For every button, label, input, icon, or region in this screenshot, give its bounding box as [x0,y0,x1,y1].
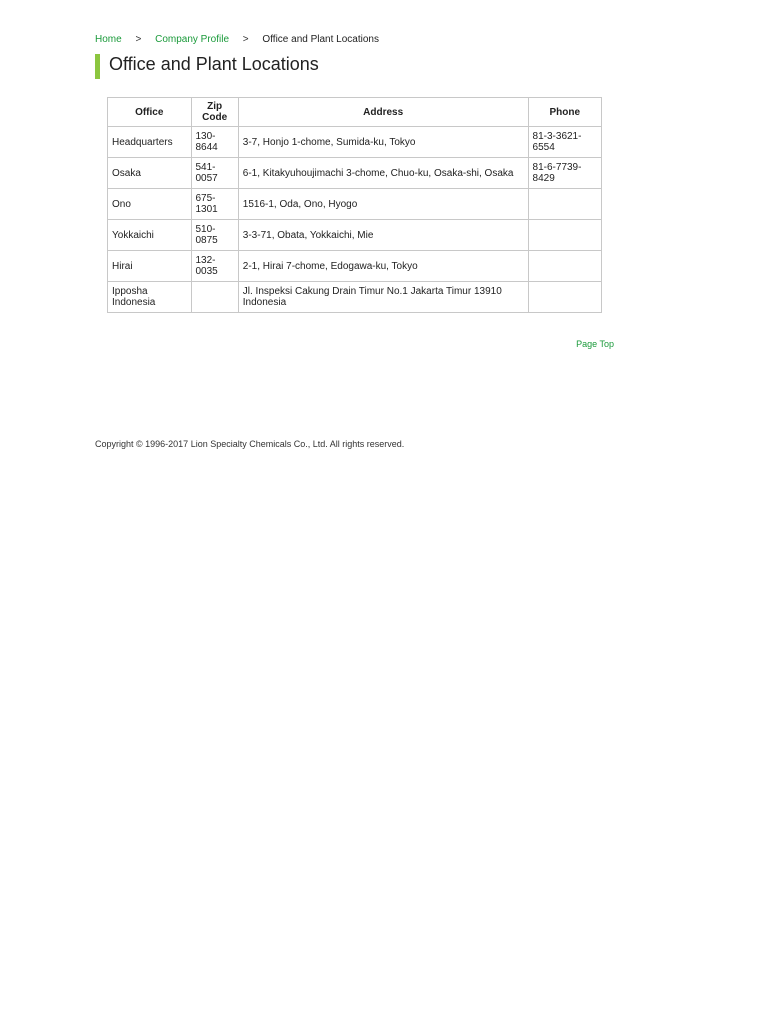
cell-phone: 81-3-3621-6554 [528,127,601,158]
breadcrumb [95,33,379,47]
cell-office: Osaka [108,158,192,189]
table-row [108,189,602,220]
copyright-text: Copyright © 1996-2017 Lion Specialty Chemicals Co., Ltd. All rights reserved. [95,439,405,449]
cell-zip-code: 130-8644 [191,127,238,158]
cell-phone [528,220,601,251]
breadcrumb-home-link[interactable]: Home [95,34,122,45]
breadcrumb-company-profile-link[interactable]: Company Profile [155,34,230,45]
cell-zip-code: 541-0057 [191,158,238,189]
table-row [108,127,602,158]
table-row [108,282,602,313]
locations-table [107,97,602,313]
page-title-block [95,54,319,79]
table-row [108,251,602,282]
header-phone: Phone [528,98,601,127]
cell-zip-code: 675-1301 [191,189,238,220]
cell-phone: 81-6-7739-8429 [528,158,601,189]
breadcrumb-separator: > [135,34,142,45]
cell-address: Jl. Inspeksi Cakung Drain Timur No.1 Jakarta Timur 13910 Indonesia [238,282,528,313]
cell-address: 3-7, Honjo 1-chome, Sumida-ku, Tokyo [238,127,528,158]
table-row [108,158,602,189]
header-office: Office [108,98,192,127]
cell-zip-code [191,282,238,313]
cell-address: 6-1, Kitakyuhoujimachi 3-chome, Chuo-ku, Osaka-shi, Osaka [238,158,528,189]
cell-office: Ipposha Indonesia [108,282,192,313]
cell-phone [528,189,601,220]
breadcrumb-current: Office and Plant Locations [262,34,379,45]
table-row [108,220,602,251]
breadcrumb-separator: > [242,34,249,45]
cell-zip-code: 132-0035 [191,251,238,282]
header-address: Address [238,98,528,127]
cell-phone [528,282,601,313]
cell-address: 1516-1, Oda, Ono, Hyogo [238,189,528,220]
cell-address: 2-1, Hirai 7-chome, Edogawa-ku, Tokyo [238,251,528,282]
page-title: Office and Plant Locations [109,54,319,74]
header-zip-code: Zip Code [191,98,238,127]
cell-zip-code: 510-0875 [191,220,238,251]
cell-office: Ono [108,189,192,220]
page-top-link[interactable]: Page Top [576,339,614,349]
table-header-row [108,98,602,127]
cell-office: Yokkaichi [108,220,192,251]
cell-office: Hirai [108,251,192,282]
cell-address: 3-3-71, Obata, Yokkaichi, Mie [238,220,528,251]
cell-office: Headquarters [108,127,192,158]
cell-phone [528,251,601,282]
